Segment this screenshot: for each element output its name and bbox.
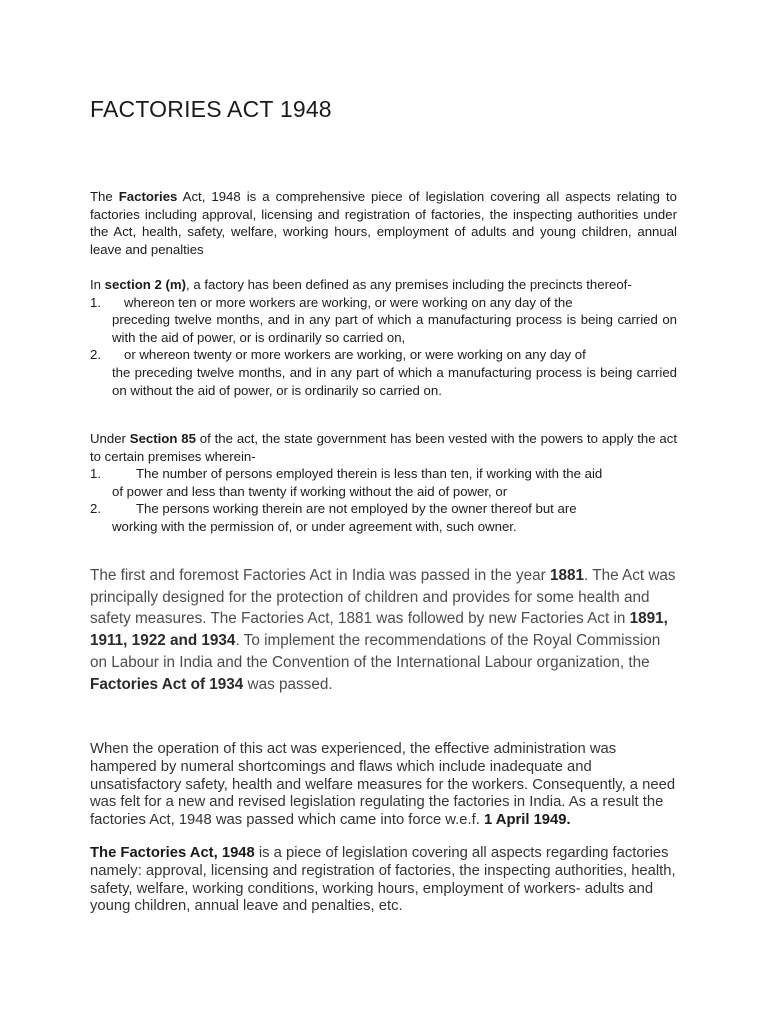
section-2m-text-pre: In	[90, 277, 105, 292]
section-2m-bold: section 2 (m)	[104, 277, 187, 292]
list-item-first-line: The persons working therein are not employed by the owner thereof but are	[136, 501, 577, 517]
history-bold-1881: 1881	[549, 567, 585, 584]
history-bold-act-1934: Factories Act of 1934	[90, 675, 244, 693]
history-text-3: . To implement the recommendations of the Royal Commission on Labour in India and the Convention of the International Labour organization, the	[90, 632, 661, 671]
section-85-bold: Section 85	[129, 431, 196, 446]
section-2m-list	[90, 294, 677, 400]
list-item-continuation: of power and less than twenty if working without the aid of power, or	[112, 483, 508, 499]
intro-text-post: Act, 1948 is a comprehensive piece of legislation covering all aspects relating to factories including approval, licensing and registration of factories, the inspecting authorities under the Act, health, safety, welfare, working hours, employment of adults and young children, annual leave and penalties	[90, 189, 677, 257]
history-paragraph	[90, 565, 677, 695]
list-item-first-line: or whereon twenty or more workers are working, or were working on any day of	[124, 347, 586, 363]
history-text-4: was passed.	[243, 675, 333, 693]
list-item	[90, 346, 677, 399]
section-2m-text-post: , a factory has been defined as any premises including the precincts thereof-	[186, 277, 632, 292]
intro-bold-factories: Factories	[118, 189, 178, 204]
list-item-first-line: The number of persons employed therein is less than ten, if working with the aid	[136, 466, 603, 482]
section-85-text-post: of the act, the state government has been vested with the powers to apply the act to certain premises wherein-	[90, 431, 677, 464]
history-bold-years: 1891, 1911, 1922 and 1934	[90, 610, 668, 650]
document-title: FACTORIES ACT 1948	[90, 96, 332, 122]
intro-paragraph	[90, 188, 677, 258]
summary-paragraph	[90, 845, 677, 916]
list-item-number: 1.	[90, 294, 101, 310]
section-85-list	[90, 465, 677, 535]
list-item-first-line: whereon ten or more workers are working, or were working on any day of the	[124, 294, 573, 310]
summary-text: is a piece of legislation covering all aspects regarding factories namely: approval, licensing and registration of factories, the inspecting authorities, health, safety, welfare, working conditions, working hours, employment of workers- adults and young children, annual leave and penalties, etc.	[90, 845, 676, 915]
summary-bold-act: The Factories Act, 1948	[90, 845, 255, 861]
list-item-continuation: the preceding twelve months, and in any part of which a manufacturing process is being carried on without the aid of power, or is ordinarily so carried on.	[112, 364, 677, 398]
operation-paragraph	[90, 741, 677, 830]
section-85-intro	[90, 430, 677, 465]
history-text-1: The first and foremost Factories Act in India was passed in the year	[90, 567, 550, 584]
list-item-continuation: working with the permission of, or under agreement with, such owner.	[112, 518, 517, 534]
list-item-number: 1.	[90, 466, 101, 482]
section-85-text-pre: Under	[90, 431, 130, 446]
list-item	[90, 294, 677, 347]
operation-bold-date: 1 April 1949.	[483, 812, 571, 829]
history-text-2: . The Act was principally designed for the protection of children and provides for some health and safety measures. The Factories Act, 1881 was followed by new Factories Act in	[90, 567, 676, 628]
list-item-continuation: preceding twelve months, and in any part of which a manufacturing process is being carried on with the aid of power, or is ordinarily so carried on,	[112, 312, 677, 345]
section-2m-intro	[90, 276, 677, 294]
list-item-number: 2.	[90, 501, 101, 517]
list-item	[90, 465, 677, 500]
section-85-paragraph	[90, 430, 677, 536]
list-item-number: 2.	[90, 347, 101, 363]
list-item	[90, 500, 677, 535]
section-2m-paragraph	[90, 276, 677, 399]
operation-text: When the operation of this act was experienced, the effective administration was hampered by numeral shortcomings and flaws which include inadequate and unsatisfactory safety, health and welfare measures for the workers. Consequently, a need was felt for a new and revised legislation regulating the factories in India. As a result the factories Act, 1948 was passed which came into force w.e.f.	[90, 741, 676, 829]
intro-text-pre: The	[90, 189, 119, 204]
